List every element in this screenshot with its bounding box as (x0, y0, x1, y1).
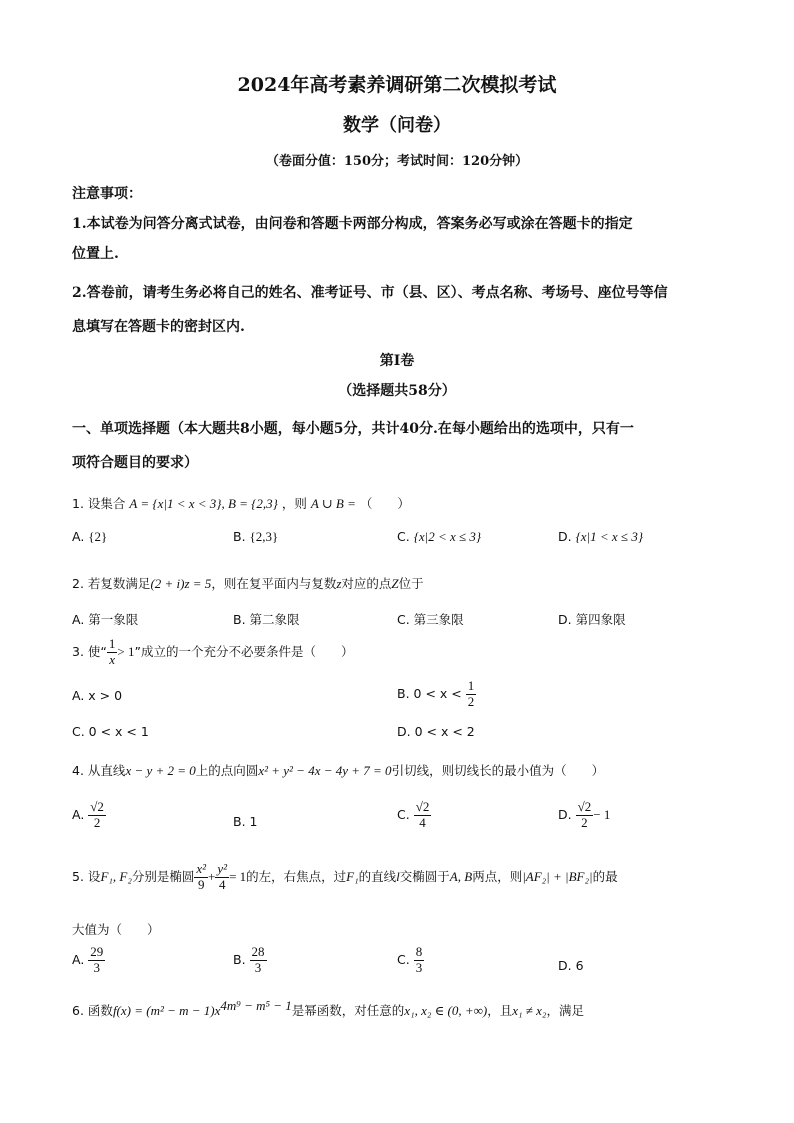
q1-stem-b: ，则 (281, 496, 307, 511)
q4-option-d: D. $\frac{√2}{2}$ − 1 (558, 799, 611, 830)
q1-option-d: D. {x|1 < x ≤ 3} (558, 529, 644, 544)
question-5: 5. 设F₁, F₂分别是椭圆 $\frac{\text{x²}}{9}$ + $\frac{\text{y²}}{4}$ = 1的左，右焦点，过F₁的直线l交椭圆于A, B两点，则|AF₂| + |BF₂|的最 (72, 861, 618, 892)
question-2: 2. 若复数满足(2 + i)z = 5，则在复平面内与复数z对应的点Z位于 (72, 576, 424, 591)
q4-circle: x² + y² − 4x − 4y + 7 = 0 (258, 763, 392, 778)
q4-option-c: C. $\frac{√2}{4}$ (397, 799, 430, 830)
q5-ellipse-term-1: $\frac{\text{x²}}{9}$ (196, 861, 207, 892)
exam-subtitle: 数学（问卷） (343, 115, 451, 136)
q5-option-a: A. $\frac{29}{3}$ (72, 944, 104, 975)
section-heading-line-1: 一、单项选择题（本大题共8小题，每小题5分，共计40分.在每小题给出的选项中，只有一 (72, 421, 634, 437)
q4-option-a: A. $\frac{√2}{2}$ (72, 799, 104, 830)
q4-option-b: B. 1 (233, 814, 258, 829)
q2-option-b: B. 第二象限 (233, 612, 300, 627)
q1-option-a: A. {2} (72, 529, 108, 544)
q2-option-d: D. 第四象限 (558, 612, 626, 627)
exam-meta: （卷面分值：150分；考试时间：120分钟） (265, 154, 529, 169)
question-3: 3. 使“ $\frac{1}{x}$ > 1”成立的一个充分不必要条件是（ ） (72, 636, 354, 667)
q3-option-a: A. x > 0 (72, 688, 123, 703)
question-1 (72, 494, 410, 512)
q1-stem-c: （ ） (359, 496, 410, 511)
section-heading-line-2: 项符合题目的要求） (72, 455, 198, 471)
q5-option-c: C. $\frac{8}{3}$ (397, 944, 423, 975)
note-1-line-1: 1.本试卷为问答分离式试卷，由问卷和答题卡两部分构成，答案务必写或涂在答题卡的指定 (72, 216, 633, 232)
q2-option-a: A. 第一象限 (72, 612, 139, 627)
q3-option-d: D. 0 < x < 2 (397, 724, 475, 739)
q6-exponent: 4m⁹ − m⁵ − 1 (220, 998, 292, 1013)
q2-equation: (2 + i)z = 5 (150, 576, 212, 591)
note-2-line-2: 息填写在答题卡的密封区内. (72, 319, 245, 335)
q1-expr: A ∪ B = (310, 496, 356, 511)
q5-option-b: B. $\frac{28}{3}$ (233, 944, 265, 975)
q1-option-c: C. {x|2 < x ≤ 3} (397, 529, 482, 544)
q4-line: x − y + 2 = 0 (125, 763, 196, 778)
question-4: 4. 从直线x − y + 2 = 0上的点向圆x² + y² − 4x − 4y + 7 = 0引切线，则切线长的最小值为（ ） (72, 763, 605, 778)
note-2-line-1: 2.答卷前，请考生务必将自己的姓名、准考证号、市（县、区）、考点名称、考场号、座位号等信 (72, 285, 668, 301)
q1-sets: A = {x|1 < x < 3}, B = {2,3} (129, 496, 278, 511)
q2-option-c: C. 第三象限 (397, 612, 464, 627)
q1-option-b: B. {2,3} (233, 529, 279, 544)
q6-function: f(x) = (m² − m − 1)x (112, 1003, 221, 1019)
q5-ellipse-term-2: $\frac{\text{y²}}{4}$ (217, 861, 228, 892)
question-6: 6. 函数$f(x) = (m^2 - m - 1)x^{4m^9 - m^5 - 1}$是幂函数，对任意的x₁, x₂ ∈ (0, +∞)，且x₁ ≠ x₂，满足 (72, 998, 584, 1019)
q3-option-c: C. 0 < x < 1 (72, 724, 149, 739)
q3-option-b: B. 0 < x < $\frac{1}{2}$ (397, 678, 475, 709)
q1-stem-a: 设集合 (87, 496, 126, 511)
notes-heading: 注意事项： (72, 186, 142, 202)
q5-option-d: D. 6 (558, 958, 584, 973)
q1-number: 1. (72, 496, 84, 511)
volume-label: 第Ⅰ卷 (379, 353, 415, 369)
note-1-line-2: 位置上. (72, 246, 119, 262)
q5-line-2: 大值为（ ） (72, 922, 160, 937)
volume-sub: （选择题共58分） (338, 383, 456, 399)
exam-title: 2024年高考素养调研第二次模拟考试 (237, 74, 557, 96)
q3-fraction: $\frac{1}{x}$ (108, 636, 116, 667)
